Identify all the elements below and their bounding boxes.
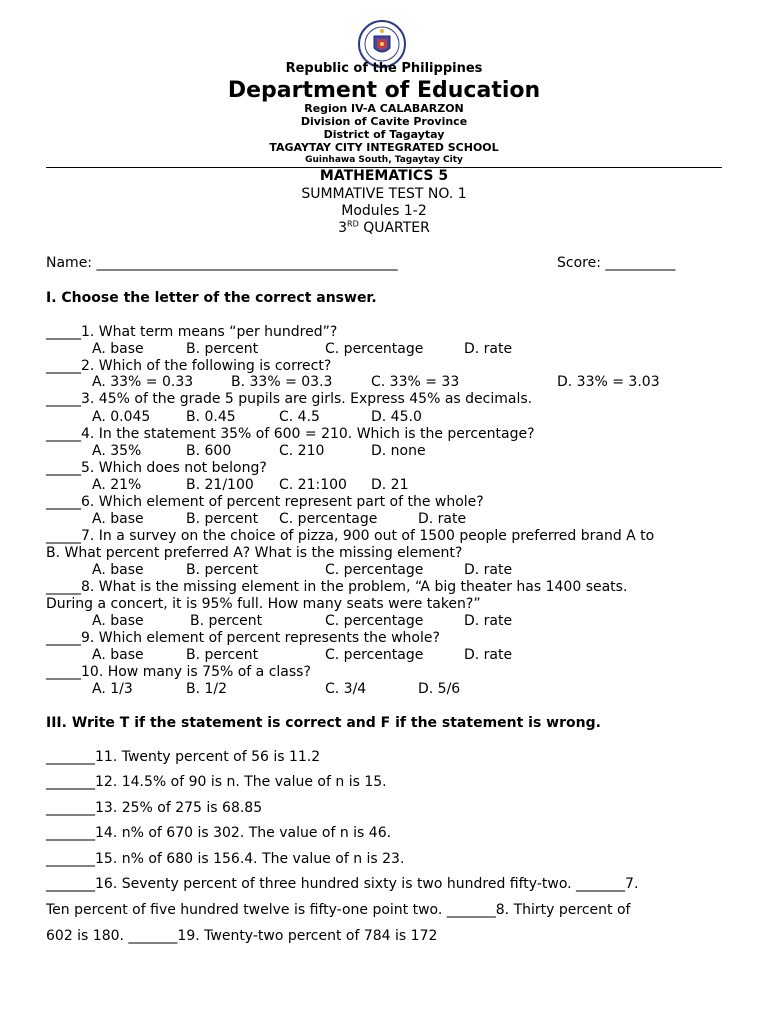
country-name: Republic of the Philippines [285, 61, 483, 76]
district-name: District of Tagaytay [323, 128, 445, 141]
tf-item-13: _______13. 25% of 275 is 68.85 [46, 800, 263, 816]
choice-8b: B. percent [190, 613, 263, 629]
question-8-cont: During a concert, it is 95% full. How many seats were taken?” [46, 596, 481, 612]
question-5: _____5. Which does not belong? [46, 460, 267, 476]
part3-instruction: III. Write T if the statement is correct and F if the statement is wrong. [46, 715, 601, 731]
part1-instruction: I. Choose the letter of the correct answer. [46, 290, 377, 306]
choice-10b: B. 1/2 [186, 681, 228, 697]
modules-label: Modules 1-2 [341, 203, 427, 219]
question-10: _____10. How many is 75% of a class? [46, 664, 311, 680]
school-name: TAGAYTAY CITY INTEGRATED SCHOOL [269, 141, 499, 154]
question-6: _____6. Which element of percent represent part of the whole? [46, 494, 484, 510]
choice-2b: B. 33% = 03.3 [231, 374, 333, 390]
choice-5b: B. 21/100 [186, 477, 254, 493]
choice-10d: D. 5/6 [418, 681, 461, 697]
name-field[interactable]: Name: ___________________________________________ [46, 255, 398, 271]
choice-7c: C. percentage [325, 562, 424, 578]
choice-9d: D. rate [464, 647, 513, 663]
quarter-label: 3RD QUARTER [338, 219, 430, 236]
choice-8d: D. rate [464, 613, 513, 629]
choice-4c: C. 210 [279, 443, 325, 459]
department-name: Department of Education [227, 78, 541, 103]
choice-6d: D. rate [418, 511, 467, 527]
question-2: _____2. Which of the following is correct? [46, 358, 332, 374]
tf-item-11: _______11. Twenty percent of 56 is 11.2 [46, 749, 321, 765]
choice-3c: C. 4.5 [279, 409, 320, 425]
choice-6c: C. percentage [279, 511, 378, 527]
tf-item-18: 602 is 180. _______19. Twenty-two percent of 784 is 172 [46, 928, 438, 944]
question-1: _____1. What term means “per hundred”? [46, 324, 338, 340]
choice-8a: A. base [92, 613, 144, 629]
choice-6b: B. percent [186, 511, 259, 527]
question-4: _____4. In the statement 35% of 600 = 210. Which is the percentage? [46, 426, 535, 442]
choice-10a: A. 1/3 [92, 681, 133, 697]
tf-item-12: _______12. 14.5% of 90 is n. The value of n is 15. [46, 774, 387, 790]
choice-5d: D. 21 [371, 477, 409, 493]
choice-9a: A. base [92, 647, 144, 663]
tf-item-16: _______16. Seventy percent of three hundred sixty is two hundred fifty-two. _______7. [46, 876, 639, 892]
choice-2c: C. 33% = 33 [371, 374, 460, 390]
choice-2a: A. 33% = 0.33 [92, 374, 194, 390]
choice-5c: C. 21:100 [279, 477, 347, 493]
region-name: Region IV-A CALABARZON [304, 102, 464, 115]
choice-3d: D. 45.0 [371, 409, 422, 425]
choice-6a: A. base [92, 511, 144, 527]
score-field[interactable]: Score: __________ [557, 255, 676, 271]
choice-1c: C. percentage [325, 341, 424, 357]
choice-5a: A. 21% [92, 477, 142, 493]
choice-1b: B. percent [186, 341, 259, 357]
test-title: SUMMATIVE TEST NO. 1 [301, 186, 467, 202]
choice-9b: B. percent [186, 647, 259, 663]
choice-7a: A. base [92, 562, 144, 578]
choice-3b: B. 0.45 [186, 409, 236, 425]
choice-4d: D. none [371, 443, 426, 459]
choice-9c: C. percentage [325, 647, 424, 663]
question-7: _____7. In a survey on the choice of pizza, 900 out of 1500 people preferred brand A to [46, 528, 655, 544]
tf-item-15: _______15. n% of 680 is 156.4. The value of n is 23. [46, 851, 405, 867]
question-7-cont: B. What percent preferred A? What is the missing element? [46, 545, 463, 561]
choice-1d: D. rate [464, 341, 513, 357]
choice-7b: B. percent [186, 562, 259, 578]
choice-8c: C. percentage [325, 613, 424, 629]
subject-title: MATHEMATICS 5 [319, 168, 449, 184]
question-9: _____9. Which element of percent represents the whole? [46, 630, 440, 646]
tf-item-17: Ten percent of five hundred twelve is fifty-one point two. _______8. Thirty percent of [46, 902, 631, 918]
choice-4b: B. 600 [186, 443, 232, 459]
choice-10c: C. 3/4 [325, 681, 367, 697]
question-8: _____8. What is the missing element in the problem, “A big theater has 1400 seats. [46, 579, 628, 595]
division-name: Division of Cavite Province [300, 115, 468, 128]
choice-2d: D. 33% = 3.03 [557, 374, 660, 390]
choice-4a: A. 35% [92, 443, 142, 459]
tf-item-14: _______14. n% of 670 is 302. The value of n is 46. [46, 825, 392, 841]
choice-3a: A. 0.045 [92, 409, 151, 425]
choice-1a: A. base [92, 341, 144, 357]
question-3: _____3. 45% of the grade 5 pupils are girls. Express 45% as decimals. [46, 391, 533, 407]
school-address: Guinhawa South, Tagaytay City [305, 155, 463, 165]
choice-7d: D. rate [464, 562, 513, 578]
